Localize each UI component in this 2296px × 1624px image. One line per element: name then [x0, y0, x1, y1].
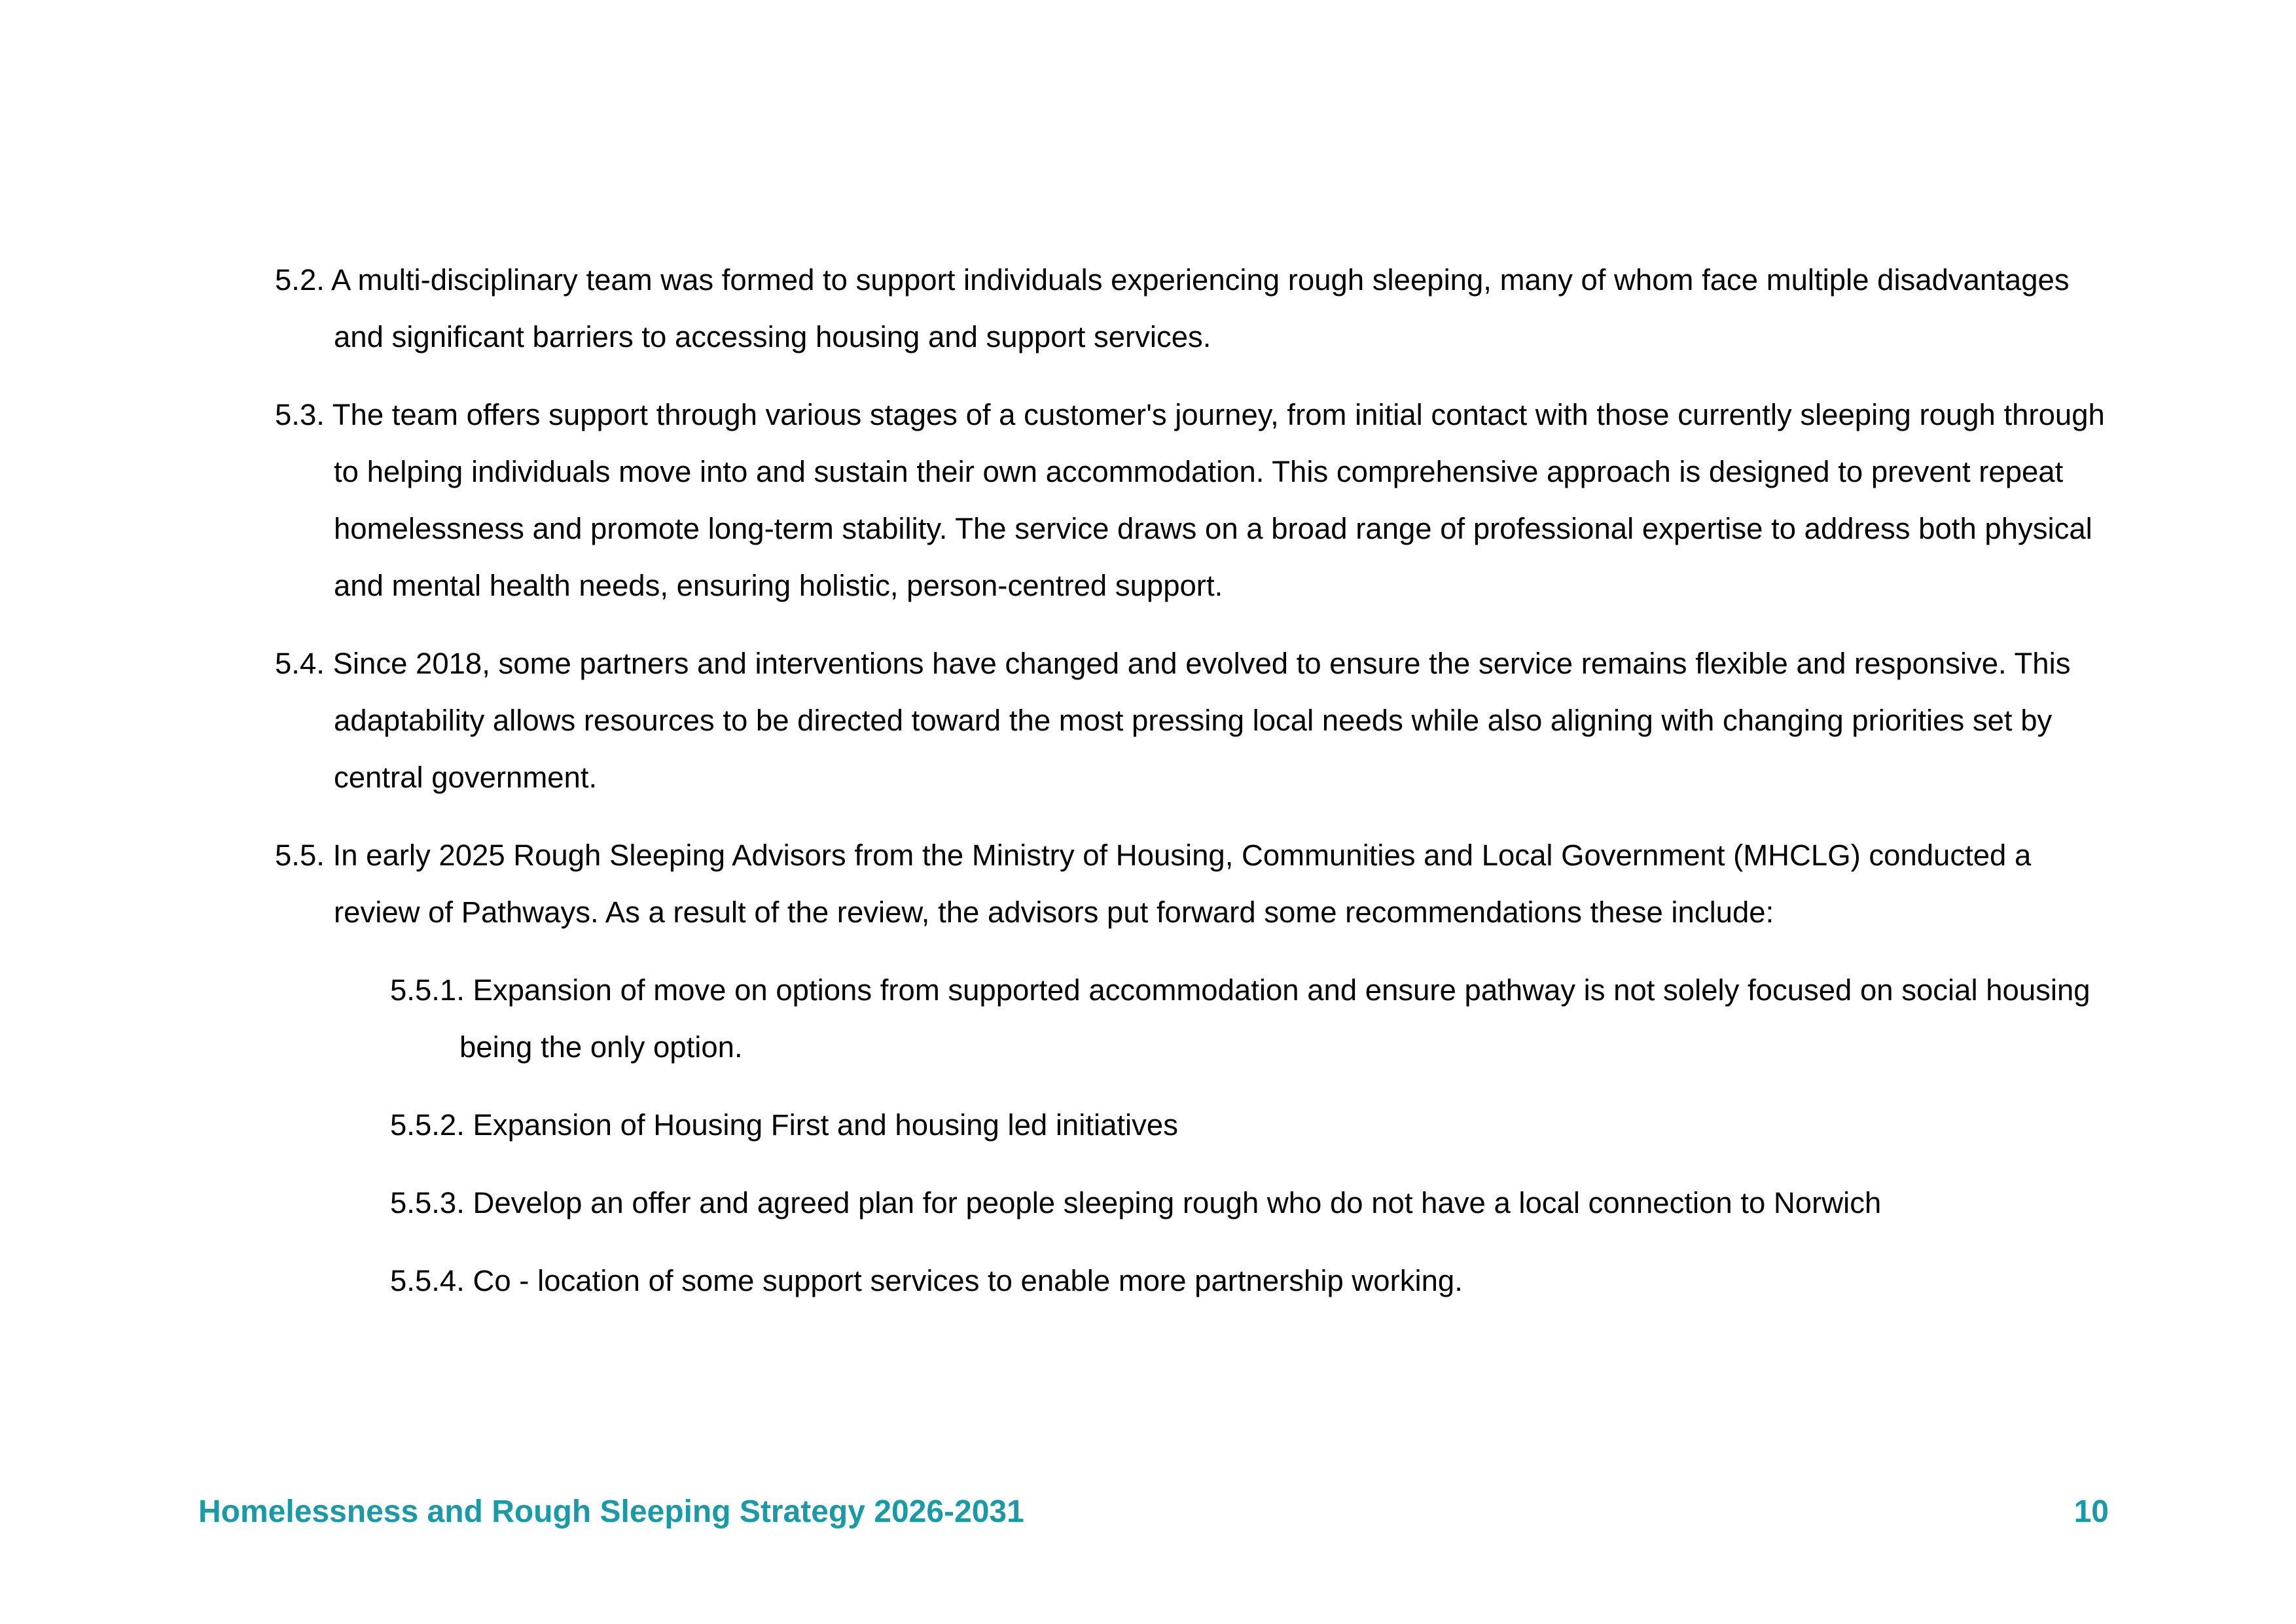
page-footer	[198, 1494, 2109, 1530]
paragraph-5-5	[275, 827, 2121, 941]
subparagraph-5-5-1	[390, 962, 2121, 1075]
subparagraph-text: Expansion of Housing First and housing led initiatives	[473, 1108, 1178, 1142]
paragraph-5-4	[275, 635, 2121, 806]
paragraph-text: A multi-disciplinary team was formed to support individuals experiencing rough sleeping, many of whom face multiple disadvantages and significant barriers to accessing housing and support services.	[331, 263, 2070, 353]
paragraph-text: The team offers support through various stages of a customer's journey, from initial contact with those currently sleeping rough through to helping individuals move into and sustain their own accommodation. This comprehensive approach is designed to prevent repeat homelessness and promote long-term stability. The service draws on a broad range of professional expertise to address both physical and mental health needs, ensuring holistic, person-centred support.	[332, 398, 2105, 602]
paragraph-text: In early 2025 Rough Sleeping Advisors from the Ministry of Housing, Communities and Local Government (MHCLG) conducted a review of Pathways. As a result of the review, the advisors put forward some recommendations these include:	[332, 839, 2032, 929]
subparagraph-number: 5.5.1.	[390, 973, 465, 1007]
subparagraph-number: 5.5.4.	[390, 1264, 465, 1297]
paragraph-number: 5.3.	[275, 398, 325, 431]
footer-title: Homelessness and Rough Sleeping Strategy 2026-2031	[198, 1494, 1024, 1529]
paragraph-number: 5.2.	[275, 263, 325, 297]
subparagraph-number: 5.5.2.	[390, 1108, 465, 1142]
subparagraph-5-5-2	[390, 1096, 2121, 1153]
paragraph-5-2	[275, 251, 2121, 365]
paragraph-text: Since 2018, some partners and interventions have changed and evolved to ensure the service remains flexible and responsive. This adaptability allows resources to be directed toward the most pressing local needs while also aligning with changing priorities set by central government.	[332, 647, 2071, 794]
subparagraph-number: 5.5.3.	[390, 1186, 465, 1219]
paragraph-number: 5.5.	[275, 839, 325, 872]
page-number: 10	[2073, 1494, 2109, 1529]
subparagraph-text: Co - location of some support services to enable more partnership working.	[473, 1264, 1463, 1297]
subparagraph-text: Expansion of move on options from supported accommodation and ensure pathway is not solely focused on social housing being the only option.	[459, 973, 2090, 1064]
document-body	[275, 251, 2121, 1330]
subparagraph-5-5-4	[390, 1252, 2121, 1309]
subparagraph-5-5-3	[390, 1174, 2121, 1231]
paragraph-number: 5.4.	[275, 647, 325, 680]
paragraph-5-3	[275, 386, 2121, 614]
subparagraph-text: Develop an offer and agreed plan for people sleeping rough who do not have a local connection to Norwich	[473, 1186, 1882, 1219]
